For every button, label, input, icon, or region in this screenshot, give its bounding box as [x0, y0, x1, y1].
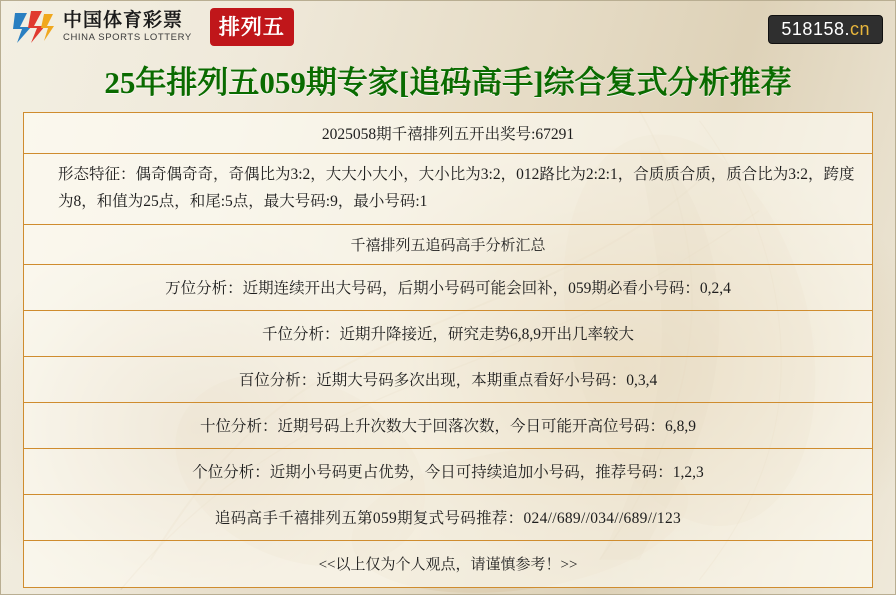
analysis-table [23, 112, 873, 588]
brand-text [63, 11, 192, 43]
brand-logo [11, 7, 294, 47]
analysis-row-bai: 百位分析：近期大号码多次出现，本期重点看好小号码：0,3,4 [24, 357, 872, 403]
analysis-row-ge: 个位分析：近期小号码更占优势，今日可持续追加小号码，推荐号码：1,2,3 [24, 449, 872, 495]
sports-lottery-logo-icon [11, 7, 55, 47]
analysis-row-shi: 十位分析：近期号码上升次数大于回落次数，今日可能开高位号码：6,8,9 [24, 403, 872, 449]
site-domain-tld: cn [849, 19, 870, 39]
site-domain-name: 518158. [781, 19, 850, 39]
game-badge: 排列五 [210, 8, 294, 46]
analysis-row-wan: 万位分析：近期连续开出大号码，后期小号码可能会回补，059期必看小号码：0,2,4 [24, 265, 872, 311]
brand-name-cn: 中国体育彩票 [63, 10, 184, 32]
site-domain-badge [768, 15, 883, 44]
analysis-row-qian: 千位分析：近期升降接近，研究走势6,8,9开出几率较大 [24, 311, 872, 357]
draw-result-row: 2025058期千禧排列五开出奖号:67291 [24, 113, 872, 154]
disclaimer-row: <<以上仅为个人观点，请谨慎参考！>> [318, 557, 578, 574]
brand-name-en: CHINA SPORTS LOTTERY [63, 31, 192, 43]
recommendation-row: 追码高手千禧排列五第059期复式号码推荐：024//689//034//689//123 [24, 495, 872, 541]
page-title: 25年排列五059期专家[追码高手]综合复式分析推荐 [104, 65, 792, 100]
features-row: 形态特征：偶奇偶奇奇，奇偶比为3:2，大大小大小，大小比为3:2，012路比为2:2:1，合质质合质，质合比为3:2，跨度为8，和值为25点，和尾:5点，最大号码:9，最小号码:1 [24, 154, 872, 225]
summary-subtitle-row: 千禧排列五追码高手分析汇总 [24, 225, 872, 265]
page-header [1, 1, 895, 57]
